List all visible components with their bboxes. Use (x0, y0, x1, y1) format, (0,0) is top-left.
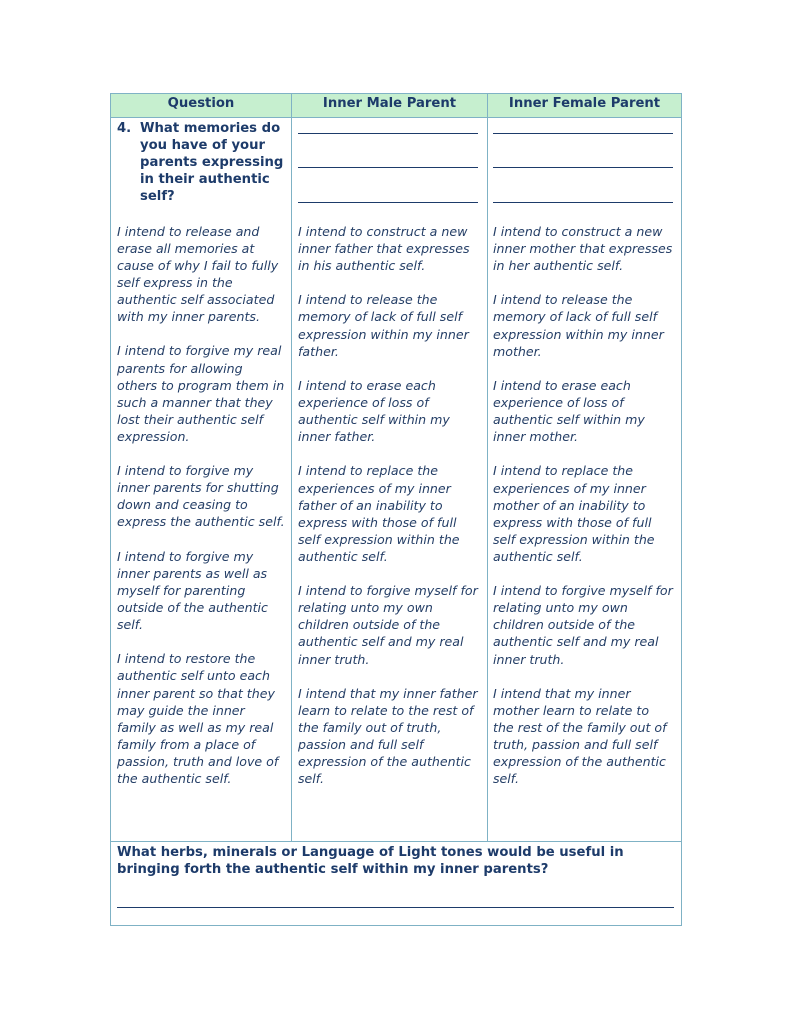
intention-text: I intend to forgive myself for relating unto my own children outside of the authentic self and my real inner truth. (298, 583, 478, 667)
inner-female-parent-column (493, 120, 673, 805)
intention-text: I intend to construct a new inner father that expresses in his authentic self. (298, 223, 470, 274)
answer-blank-line[interactable] (298, 189, 478, 206)
header-inner-female-parent: Inner Female Parent (508, 96, 661, 111)
intention-text: I intend to construct a new inner mother that expresses in her authentic self. (493, 223, 673, 274)
intention-text: I intend to erase each experience of loss of authentic self within my inner father. (298, 377, 450, 445)
intention-text: I intend to forgive my inner parents as well as myself for parenting outside of the authentic self. (117, 548, 268, 633)
question-number: 4. (117, 121, 132, 136)
intention-text: I intend to restore the authentic self unto each inner parent so that they may guide the inner family as well as my real family from a place of passion, truth and love of the authentic self. (117, 651, 279, 787)
header-inner-male-parent: Inner Male Parent (322, 96, 457, 111)
footer-question: What herbs, minerals or Language of Light tones would be useful in bringing forth the authentic self within my inner parents? (117, 845, 624, 878)
intention-text: I intend to replace the experiences of my inner mother of an inability to express with those of full self expression within the authentic self. (493, 463, 655, 564)
intention-text: I intend to forgive myself for relating unto my own children outside of the authentic self and my real inner truth. (493, 583, 673, 667)
intention-text: I intend to forgive my real parents for allowing others to program them in such a manner that they lost their authentic self expression. (117, 343, 285, 444)
footer-row (117, 844, 677, 878)
question-heading (117, 120, 285, 205)
intention-text: I intend to replace the experiences of my inner father of an inability to express with those of full self expression within the authentic self. (298, 463, 460, 564)
intention-text: I intend to erase each experience of loss of authentic self within my inner mother. (493, 377, 645, 445)
inner-male-parent-column (298, 120, 478, 805)
worksheet-table (110, 93, 682, 926)
column-divider (487, 94, 488, 841)
intention-text: I intend that my inner father learn to relate to the rest of the family out of truth, passion and full self expression of the authentic self. (298, 685, 478, 787)
footer-answer-line[interactable] (117, 907, 674, 908)
question-column (117, 120, 285, 804)
intention-text: I intend to release and erase all memories at cause of why I fail to fully self express in the authentic self associated with my inner parents. (117, 223, 279, 325)
table-header-row (111, 94, 681, 118)
intention-text: I intend to release the memory of lack of full self expression within my inner father. (298, 292, 469, 359)
answer-blank-line[interactable] (493, 154, 673, 171)
row-divider (111, 841, 681, 842)
intention-text: I intend to release the memory of lack of full self expression within my inner mother. (493, 292, 664, 359)
answer-blank-line[interactable] (493, 189, 673, 206)
column-divider (291, 94, 292, 841)
answer-blank-line[interactable] (298, 154, 478, 171)
answer-blank-line[interactable] (298, 120, 478, 137)
intention-text: I intend that my inner mother learn to relate to the rest of the family out of truth, passion and full self expression of the authentic self. (493, 685, 667, 787)
header-question: Question (167, 96, 235, 111)
answer-blank-line[interactable] (493, 120, 673, 137)
intention-text: I intend to forgive my inner parents for shutting down and ceasing to express the authentic self. (117, 463, 285, 530)
question-text: What memories do you have of your parents expressing in their authentic self? (140, 121, 284, 205)
